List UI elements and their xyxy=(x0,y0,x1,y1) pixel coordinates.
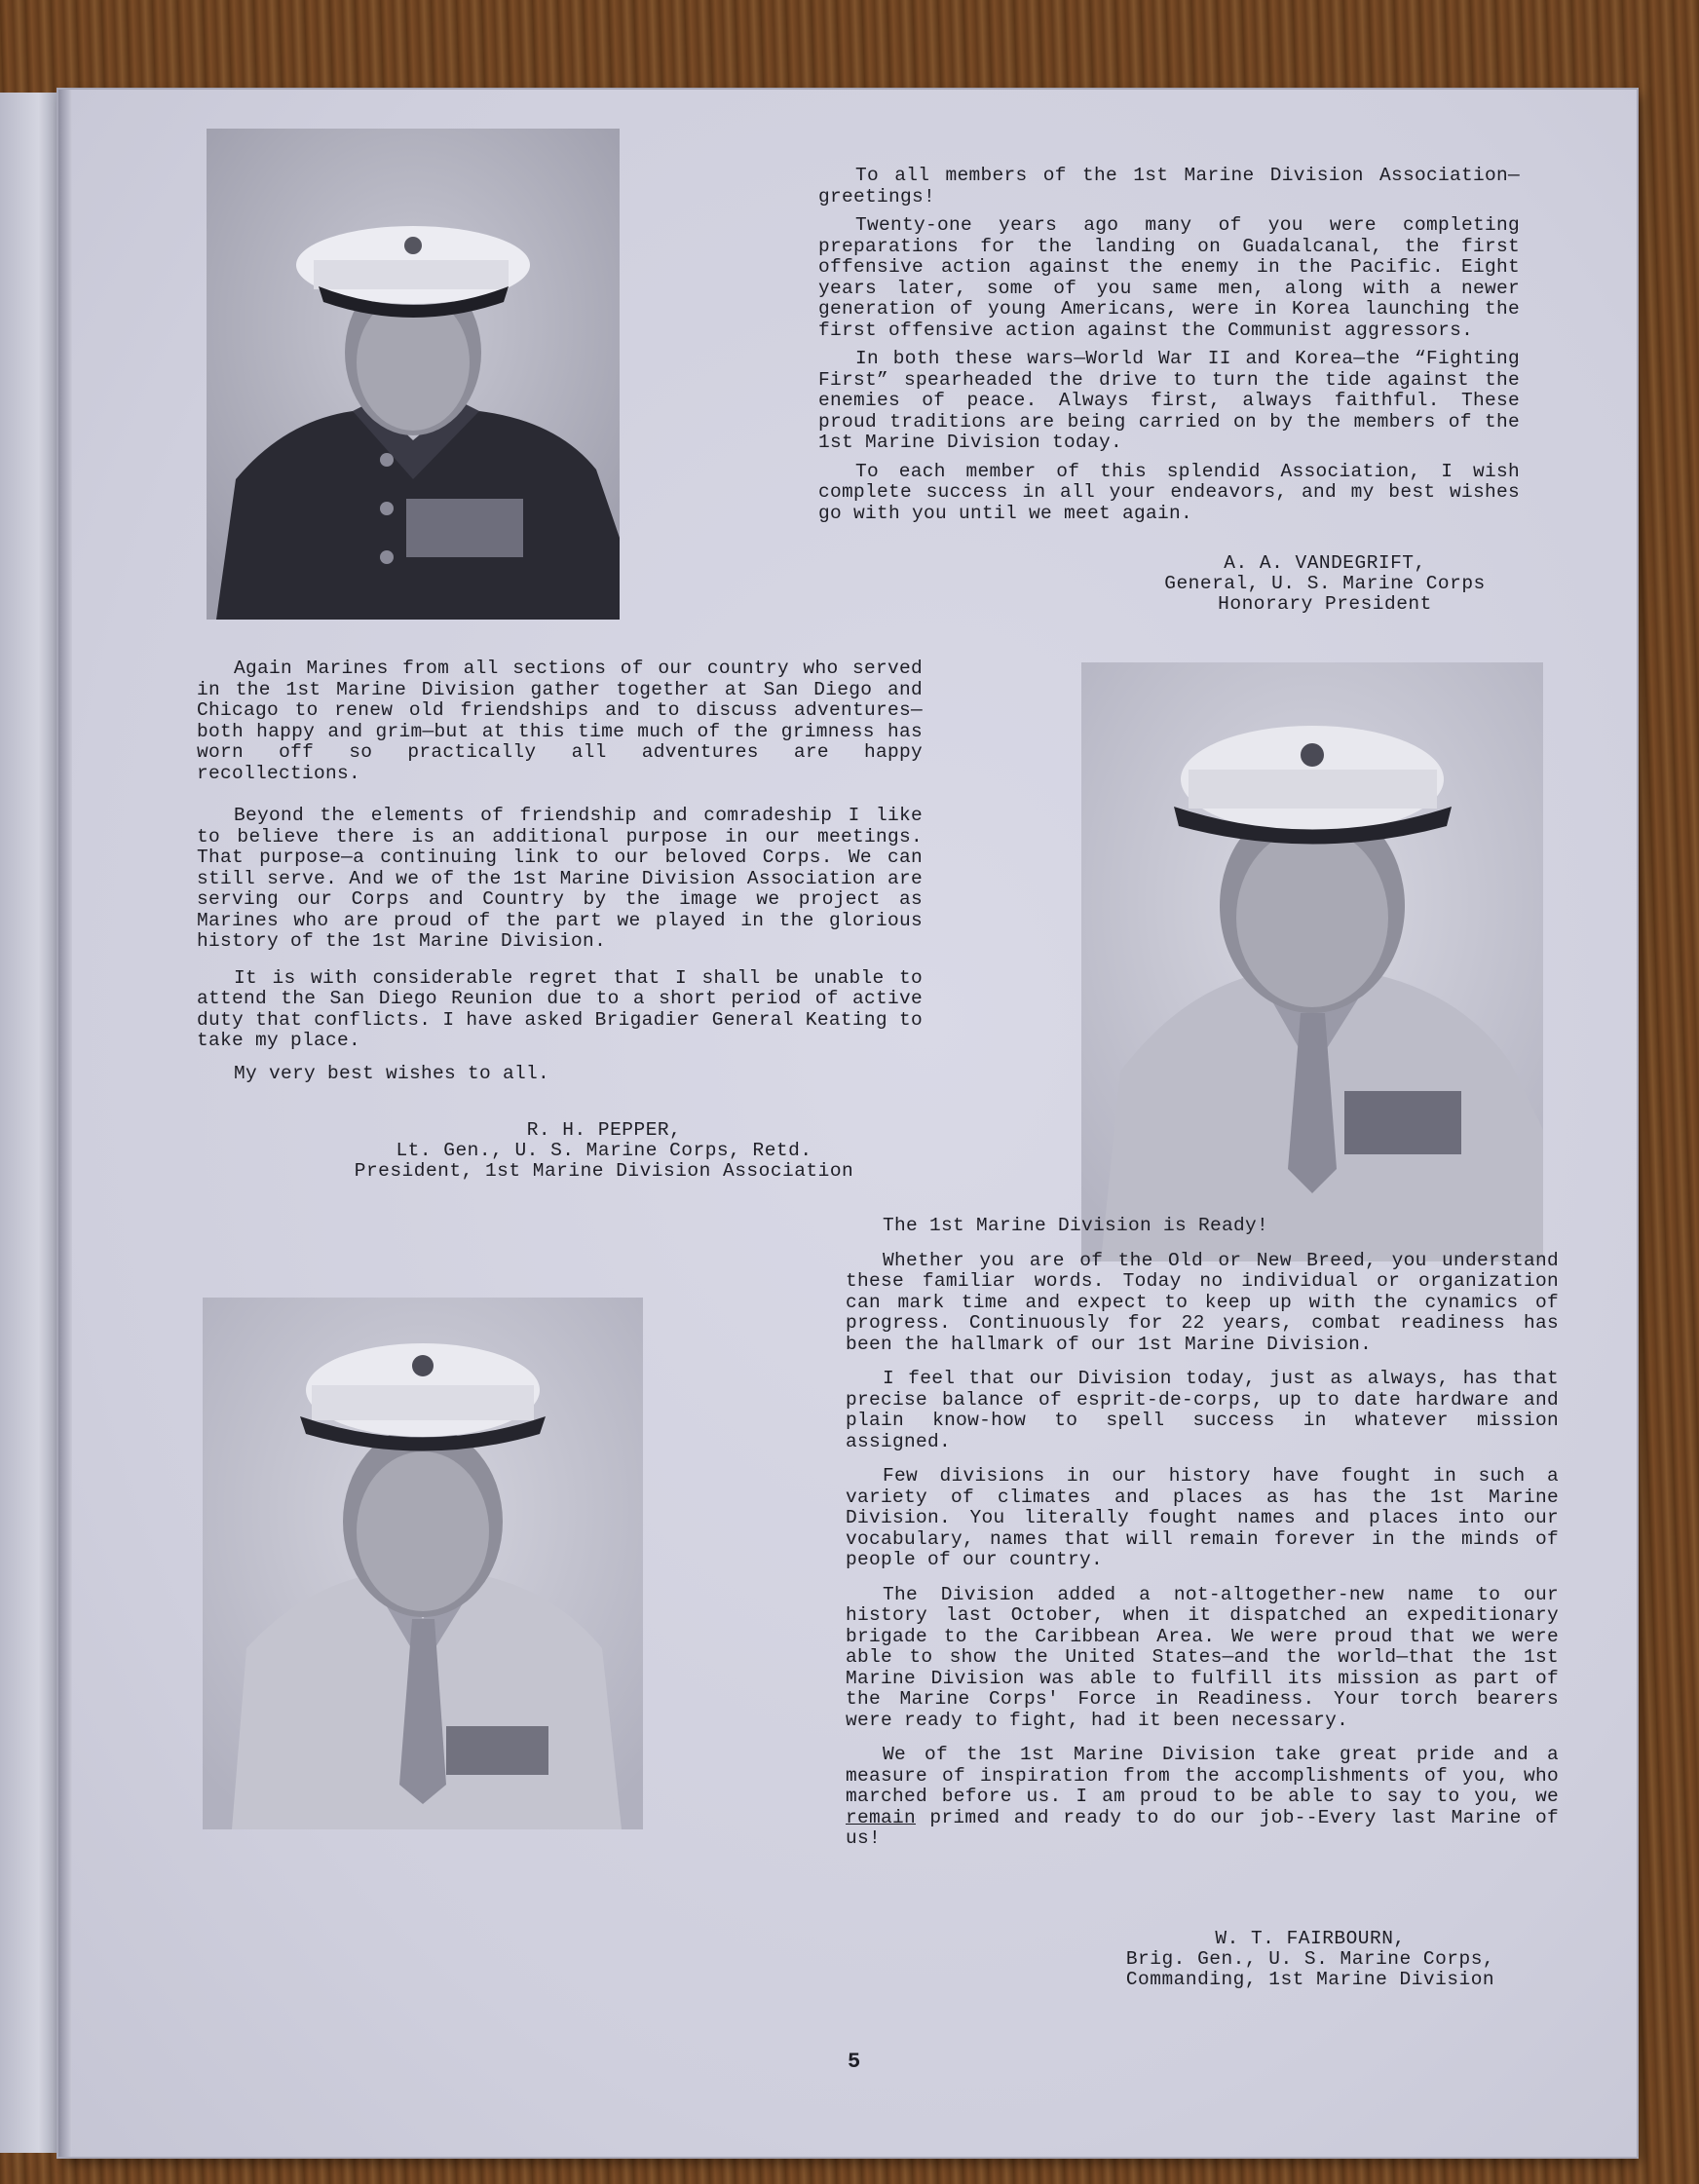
signature-name: R. H. PEPPER, xyxy=(526,1119,682,1141)
signature-rank: Lt. Gen., U. S. Marine Corps, Retd. xyxy=(396,1140,812,1161)
page-gutter xyxy=(58,90,72,2157)
fairbourn-paragraph: The Division added a not-altogether-new name to our history last October, when it dispatched an expeditionary brigade to the Caribbean Area. We were proud that we were able to show the United States—and the world—that the 1st Marine Division was able to fulfill its mission as part of the Marine Corps' Force in Readiness. Your torch bearers were ready to fight, had it been necessary. xyxy=(846,1583,1559,1731)
booklet-page xyxy=(58,90,1637,2157)
portrait-photo-fairbourn xyxy=(203,1298,643,1829)
pepper-paragraph: Again Marines from all sections of our country who served in the 1st Marine Division gather together at San Diego and Chicago to renew old friendships and to discuss adventures—both happy and grim—but at this time much of the grimness has worn off so practically all adventures are happy recollections. xyxy=(197,658,923,784)
fairbourn-message xyxy=(846,1216,1559,1858)
signature-title: Commanding, 1st Marine Division xyxy=(1125,1969,1495,1990)
signature-rank: Brig. Gen., U. S. Marine Corps, xyxy=(1125,1948,1495,1970)
vandegrift-paragraph: To each member of this splendid Association, I wish complete success in all your endeavors, and my best wishes go with you until we meet again. xyxy=(818,460,1520,524)
closing-text: primed and ready to do our job--Every last Marine of us! xyxy=(846,1806,1559,1849)
pepper-paragraph: My very best wishes to all. xyxy=(234,1062,550,1084)
fairbourn-closing-paragraph xyxy=(846,1745,1559,1850)
vandegrift-message xyxy=(818,166,1520,532)
signature-name: W. T. FAIRBOURN, xyxy=(1215,1928,1406,1949)
vandegrift-paragraph: In both these wars—World War II and Korea—the “Fighting First” spearheaded the drive to turn the tide against the enemies of peace. Always first, always faithful. These proud traditions are being carried on by the members of the 1st Marine Division today. xyxy=(818,348,1520,453)
portrait-photo-pepper xyxy=(1081,662,1543,1261)
signature-title: Honorary President xyxy=(1218,593,1432,615)
pepper-paragraph: It is with considerable regret that I shall be unable to attend the San Diego Reunion due to a short period of active duty that conflicts. I have asked Brigadier General Keating to take my place. xyxy=(197,966,923,1051)
vandegrift-salutation: To all members of the 1st Marine Division Association—greetings! xyxy=(818,165,1520,207)
signature-rank: General, U. S. Marine Corps xyxy=(1164,573,1486,594)
signature-name: A. A. VANDEGRIFT, xyxy=(1224,552,1426,574)
pepper-paragraph: Beyond the elements of friendship and comradeship I like to believe there is an additional purpose in our meetings. That purpose—a continuing link to our beloved Corps. We can still serve. And we of the 1st Marine Division Association are serving our Corps and Country by the image we project as Marines who are proud of the part we played in the glorious history of the 1st Marine Division. xyxy=(197,805,923,952)
pepper-message xyxy=(197,659,923,1092)
portrait-photo-vandegrift xyxy=(207,129,620,620)
closing-emphasis: remain xyxy=(846,1806,917,1828)
booklet-back-pages xyxy=(0,93,64,2153)
fairbourn-heading: The 1st Marine Division is Ready! xyxy=(883,1215,1269,1236)
vandegrift-paragraph: Twenty-one years ago many of you were completing preparations for the landing on Guadalcanal, the first offensive action against the enemy in the Pacific. Eight years later, some of you same men, along with a newer generation of young Americans, were in Korea launching the first offensive action against the Communist aggressors. xyxy=(818,214,1520,341)
vandegrift-signature xyxy=(1111,553,1539,615)
fairbourn-signature xyxy=(1081,1929,1539,1990)
closing-text: We of the 1st Marine Division take great pride and a measure of inspiration from the accomplishments of you, who marched before us. I am proud to be able to say to you, we xyxy=(846,1744,1559,1807)
signature-title: President, 1st Marine Division Association xyxy=(354,1160,854,1182)
page-number: 5 xyxy=(848,2050,861,2074)
fairbourn-paragraph: I feel that our Division today, just as always, has that precise balance of esprit-de-corps, up to date hardware and plain know-how to spell success in whatever mission assigned. xyxy=(846,1368,1559,1452)
fairbourn-paragraph: Whether you are of the Old or New Breed, you understand these familiar words. Today no individual or organization can mark time and expect to keep up with the cynamics of progress. Continuously for 22 years, combat readiness has been the hallmark of our 1st Marine Division. xyxy=(846,1249,1559,1355)
fairbourn-paragraph: Few divisions in our history have fought in such a variety of climates and places as has the 1st Marine Division. You literally fought names and places into our vocabulary, names that will remain forever in the minds of people of our country. xyxy=(846,1465,1559,1570)
pepper-signature xyxy=(283,1120,925,1182)
